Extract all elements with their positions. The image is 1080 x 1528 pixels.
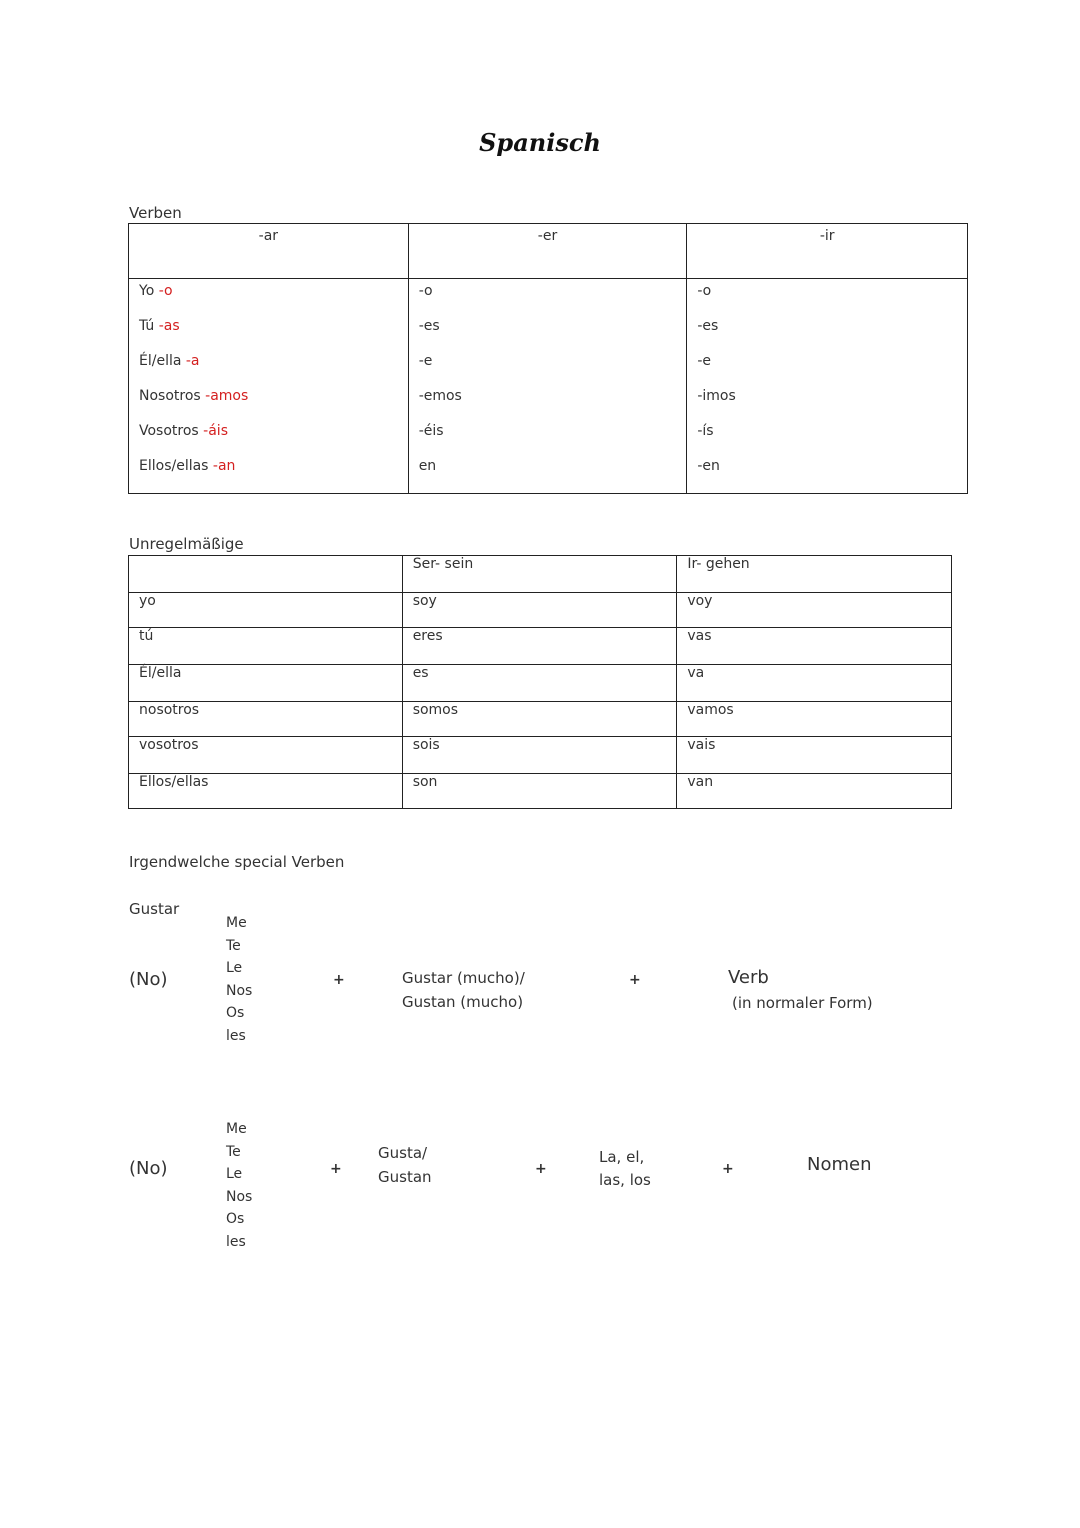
er-row: -es [418,318,440,334]
ir-cell: vas [677,628,952,665]
ar-row: Ellos/ellas -an [139,458,236,474]
irregular-verbs-table [128,555,952,809]
special-verbs-label: Irgendwelche special Verben [129,853,345,871]
pronoun-item: Te [226,937,241,954]
ser-cell: son [402,774,677,809]
table-header-row [129,224,968,279]
table-row [129,628,952,665]
header-ir: -ir [687,224,968,279]
pronoun-cell: Ellos/ellas [129,774,403,809]
ending: -an [212,458,236,474]
plus-sign: + [535,1161,547,1177]
header-empty [129,556,403,593]
table-row [129,774,952,809]
table-header-row [129,556,952,593]
pronoun-item: Te [226,1143,241,1160]
ser-cell: somos [402,702,677,737]
ser-cell: soy [402,593,677,628]
ir-row: -en [697,458,720,474]
ir-row: -imos [697,388,736,404]
ir-cell: van [677,774,952,809]
ir-row: -es [697,318,719,334]
er-row: -emos [418,388,462,404]
ir-cell: vais [677,737,952,774]
ir-column [687,279,968,494]
verben-label: Verben [129,204,182,222]
pronoun-cell: nosotros [129,702,403,737]
page-title: Spanisch [479,128,601,157]
pronoun-cell: vosotros [129,737,403,774]
table-row [129,593,952,628]
ending: -as [158,318,180,334]
ar-row: Yo -o [139,283,173,299]
pronoun-cell: tú [129,628,403,665]
ser-cell: sois [402,737,677,774]
pronoun-item: Nos [226,982,253,999]
ar-row: Él/ella -a [139,353,200,369]
plus-sign: + [330,1161,342,1177]
pronoun-list [226,1118,252,1253]
ending: -amos [205,388,249,404]
no-label: (No) [129,969,168,990]
verb-label: Verb [728,967,769,988]
gustar-forms: Gustar (mucho)/ Gustan (mucho) [402,969,525,1011]
header-ir: Ir- gehen [677,556,952,593]
pronoun-cell: yo [129,593,403,628]
pronoun-item: Le [226,960,243,976]
ending: -áis [203,423,228,439]
er-row: en [418,458,437,474]
pronoun-item: Nos [226,1188,253,1205]
table-row [129,702,952,737]
pronoun-item: Me [226,1121,247,1137]
ir-cell: vamos [677,702,952,737]
ir-cell: voy [677,593,952,628]
header-ar: -ar [129,224,409,279]
er-column [408,279,687,494]
er-row: -éis [418,423,444,439]
ser-cell: eres [402,628,677,665]
header-er: -er [408,224,687,279]
gustar-label: Gustar [129,900,180,918]
ir-row: -ís [697,423,714,439]
nomen-label: Nomen [807,1154,872,1175]
pronoun-item: les [226,1027,246,1044]
pronoun-item: les [226,1233,246,1250]
pronoun-list [226,912,252,1047]
no-label: (No) [129,1158,168,1179]
pronoun-cell: Él/ella [129,665,403,702]
article-list: La, el, las, los [599,1148,651,1189]
ir-row: -e [697,353,711,369]
ending: -o [158,283,173,299]
ar-row: Nosotros -amos [139,388,249,404]
pronoun-item: Le [226,1166,243,1182]
table-row [129,665,952,702]
ar-row: Tú -as [139,318,180,334]
plus-sign: + [722,1161,734,1177]
er-row: -o [418,283,433,299]
pronoun-item: Os [226,1005,245,1021]
ar-column [129,279,409,494]
ending: -a [185,353,200,369]
pronoun-item: Me [226,915,247,931]
pronoun-item: Os [226,1211,245,1227]
ser-cell: es [402,665,677,702]
unregelmaessige-label: Unregelmäßige [129,535,244,553]
plus-sign: + [629,972,641,988]
ir-cell: va [677,665,952,702]
ir-row: -o [697,283,712,299]
verb-note: (in normaler Form) [732,994,873,1012]
verb-endings-table [128,223,968,494]
table-row [129,737,952,774]
header-ser: Ser- sein [402,556,677,593]
gusta-forms: Gusta/ Gustan [378,1144,432,1186]
er-row: -e [418,353,433,369]
plus-sign: + [333,972,345,988]
ar-row: Vosotros -áis [139,423,228,439]
